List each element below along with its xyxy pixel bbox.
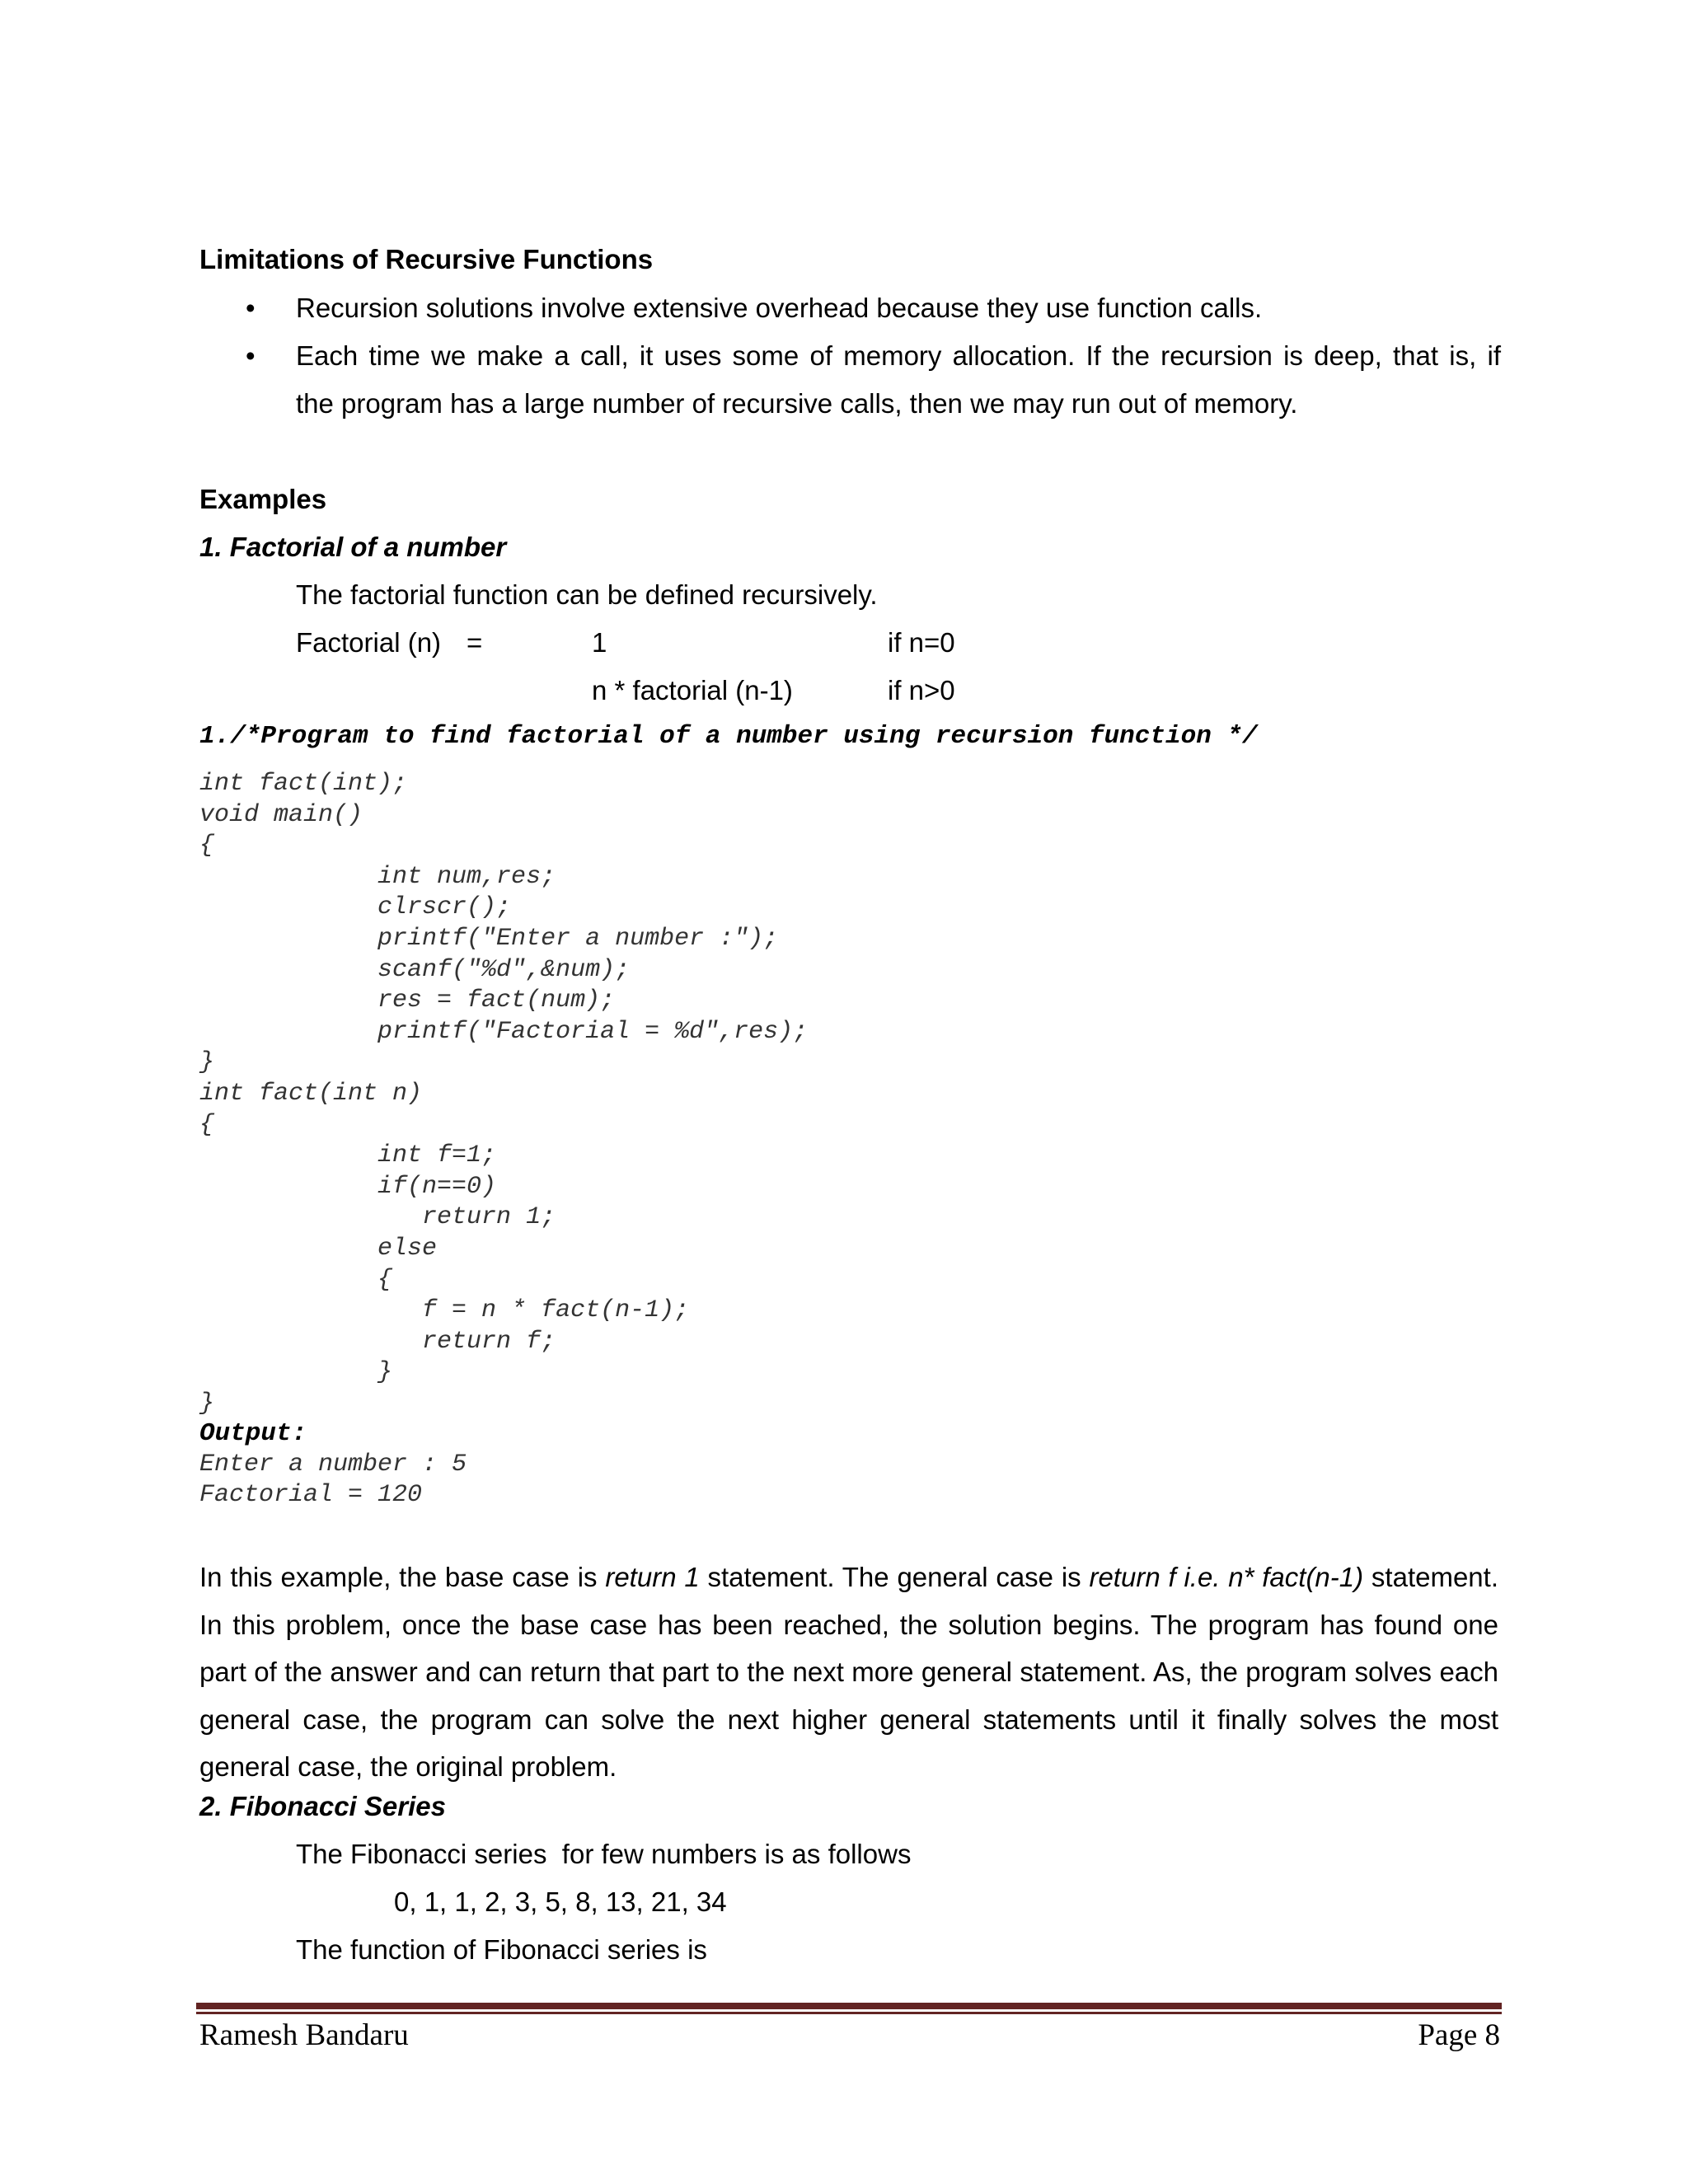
factorial-case2-condition: if n>0 [888, 675, 955, 705]
code-line: return 1; [199, 1203, 556, 1232]
code-line: int fact(int); [199, 770, 408, 798]
examples-heading: Examples [199, 484, 327, 514]
explanation-base-case: return 1 [605, 1562, 700, 1592]
fibonacci-function-line: The function of Fibonacci series is [296, 1934, 707, 1965]
code-line: if(n==0) [199, 1172, 497, 1201]
code-line: scanf("%d",&num); [199, 955, 631, 984]
program-title: 1./*Program to find factorial of a number using recursion function */ [199, 722, 1258, 751]
code-line: int fact(int n) [199, 1080, 423, 1108]
limitations-bullet-2-cont: the program has a large number of recursive calls, then we may run out of memory. [296, 388, 1298, 419]
limitations-bullet-2: Each time we make a call, it uses some of memory allocation. If the recursion is deep, that is, if [296, 340, 1501, 371]
explanation-paragraph [199, 1554, 1498, 1791]
footer-rule-thin [196, 2012, 1502, 2014]
fibonacci-intro: The Fibonacci series for few numbers is as follows [296, 1839, 912, 1869]
code-line: int num,res; [199, 862, 556, 891]
footer-rule-thick [196, 2003, 1502, 2009]
factorial-def-label: Factorial (n) [296, 627, 442, 658]
factorial-case2-value: n * factorial (n-1) [592, 675, 793, 705]
output-line-1: Enter a number : 5 [199, 1451, 467, 1479]
code-line: res = fact(num); [199, 987, 616, 1015]
limitations-heading: Limitations of Recursive Functions [199, 244, 654, 274]
factorial-case1-condition: if n=0 [888, 627, 955, 658]
code-line: printf("Enter a number :"); [199, 925, 779, 953]
factorial-def-eq: = [467, 627, 483, 658]
explanation-general-case: return f i.e. n* fact(n-1) [1089, 1562, 1364, 1592]
code-line: f = n * fact(n-1); [199, 1296, 690, 1325]
code-line: } [199, 1358, 393, 1387]
code-line: { [199, 1110, 215, 1139]
code-line: printf("Factorial = %d",res); [199, 1017, 809, 1046]
factorial-case1-value: 1 [592, 627, 607, 658]
bullet-icon: • [246, 293, 256, 323]
code-line: { [199, 832, 215, 860]
code-line: else [199, 1235, 438, 1263]
code-line: clrscr(); [199, 893, 512, 922]
explanation-text-3: statement. In this problem, once the base case has been reached, the solution begins. The program has found one part of the answer and can return that part to the next more general statement. As, the program solves each general case, the program can solve the next higher general statements until it finally solves the most general case, the original problem. [199, 1562, 1498, 1783]
bullet-icon: • [246, 340, 256, 371]
explanation-text-1: In this example, the base case is [199, 1562, 606, 1592]
code-line: } [199, 1048, 215, 1077]
explanation-text-2: statement. The general case is [699, 1562, 1090, 1592]
fibonacci-series: 0, 1, 1, 2, 3, 5, 8, 13, 21, 34 [394, 1886, 727, 1917]
output-line-2: Factorial = 120 [199, 1481, 423, 1509]
limitations-bullet-1: Recursion solutions involve extensive overhead because they use function calls. [296, 293, 1263, 323]
output-label: Output: [199, 1419, 307, 1448]
footer-page-number: Page 8 [1418, 2018, 1500, 2052]
code-line: return f; [199, 1327, 556, 1356]
code-line: { [199, 1265, 393, 1294]
code-line: } [199, 1390, 215, 1418]
factorial-title: 1. Factorial of a number [199, 532, 507, 562]
code-line: void main() [199, 800, 363, 829]
factorial-intro: The factorial function can be defined recursively. [296, 579, 878, 610]
footer-author: Ramesh Bandaru [199, 2018, 409, 2052]
code-line: int f=1; [199, 1141, 497, 1170]
fibonacci-title: 2. Fibonacci Series [199, 1791, 446, 1821]
